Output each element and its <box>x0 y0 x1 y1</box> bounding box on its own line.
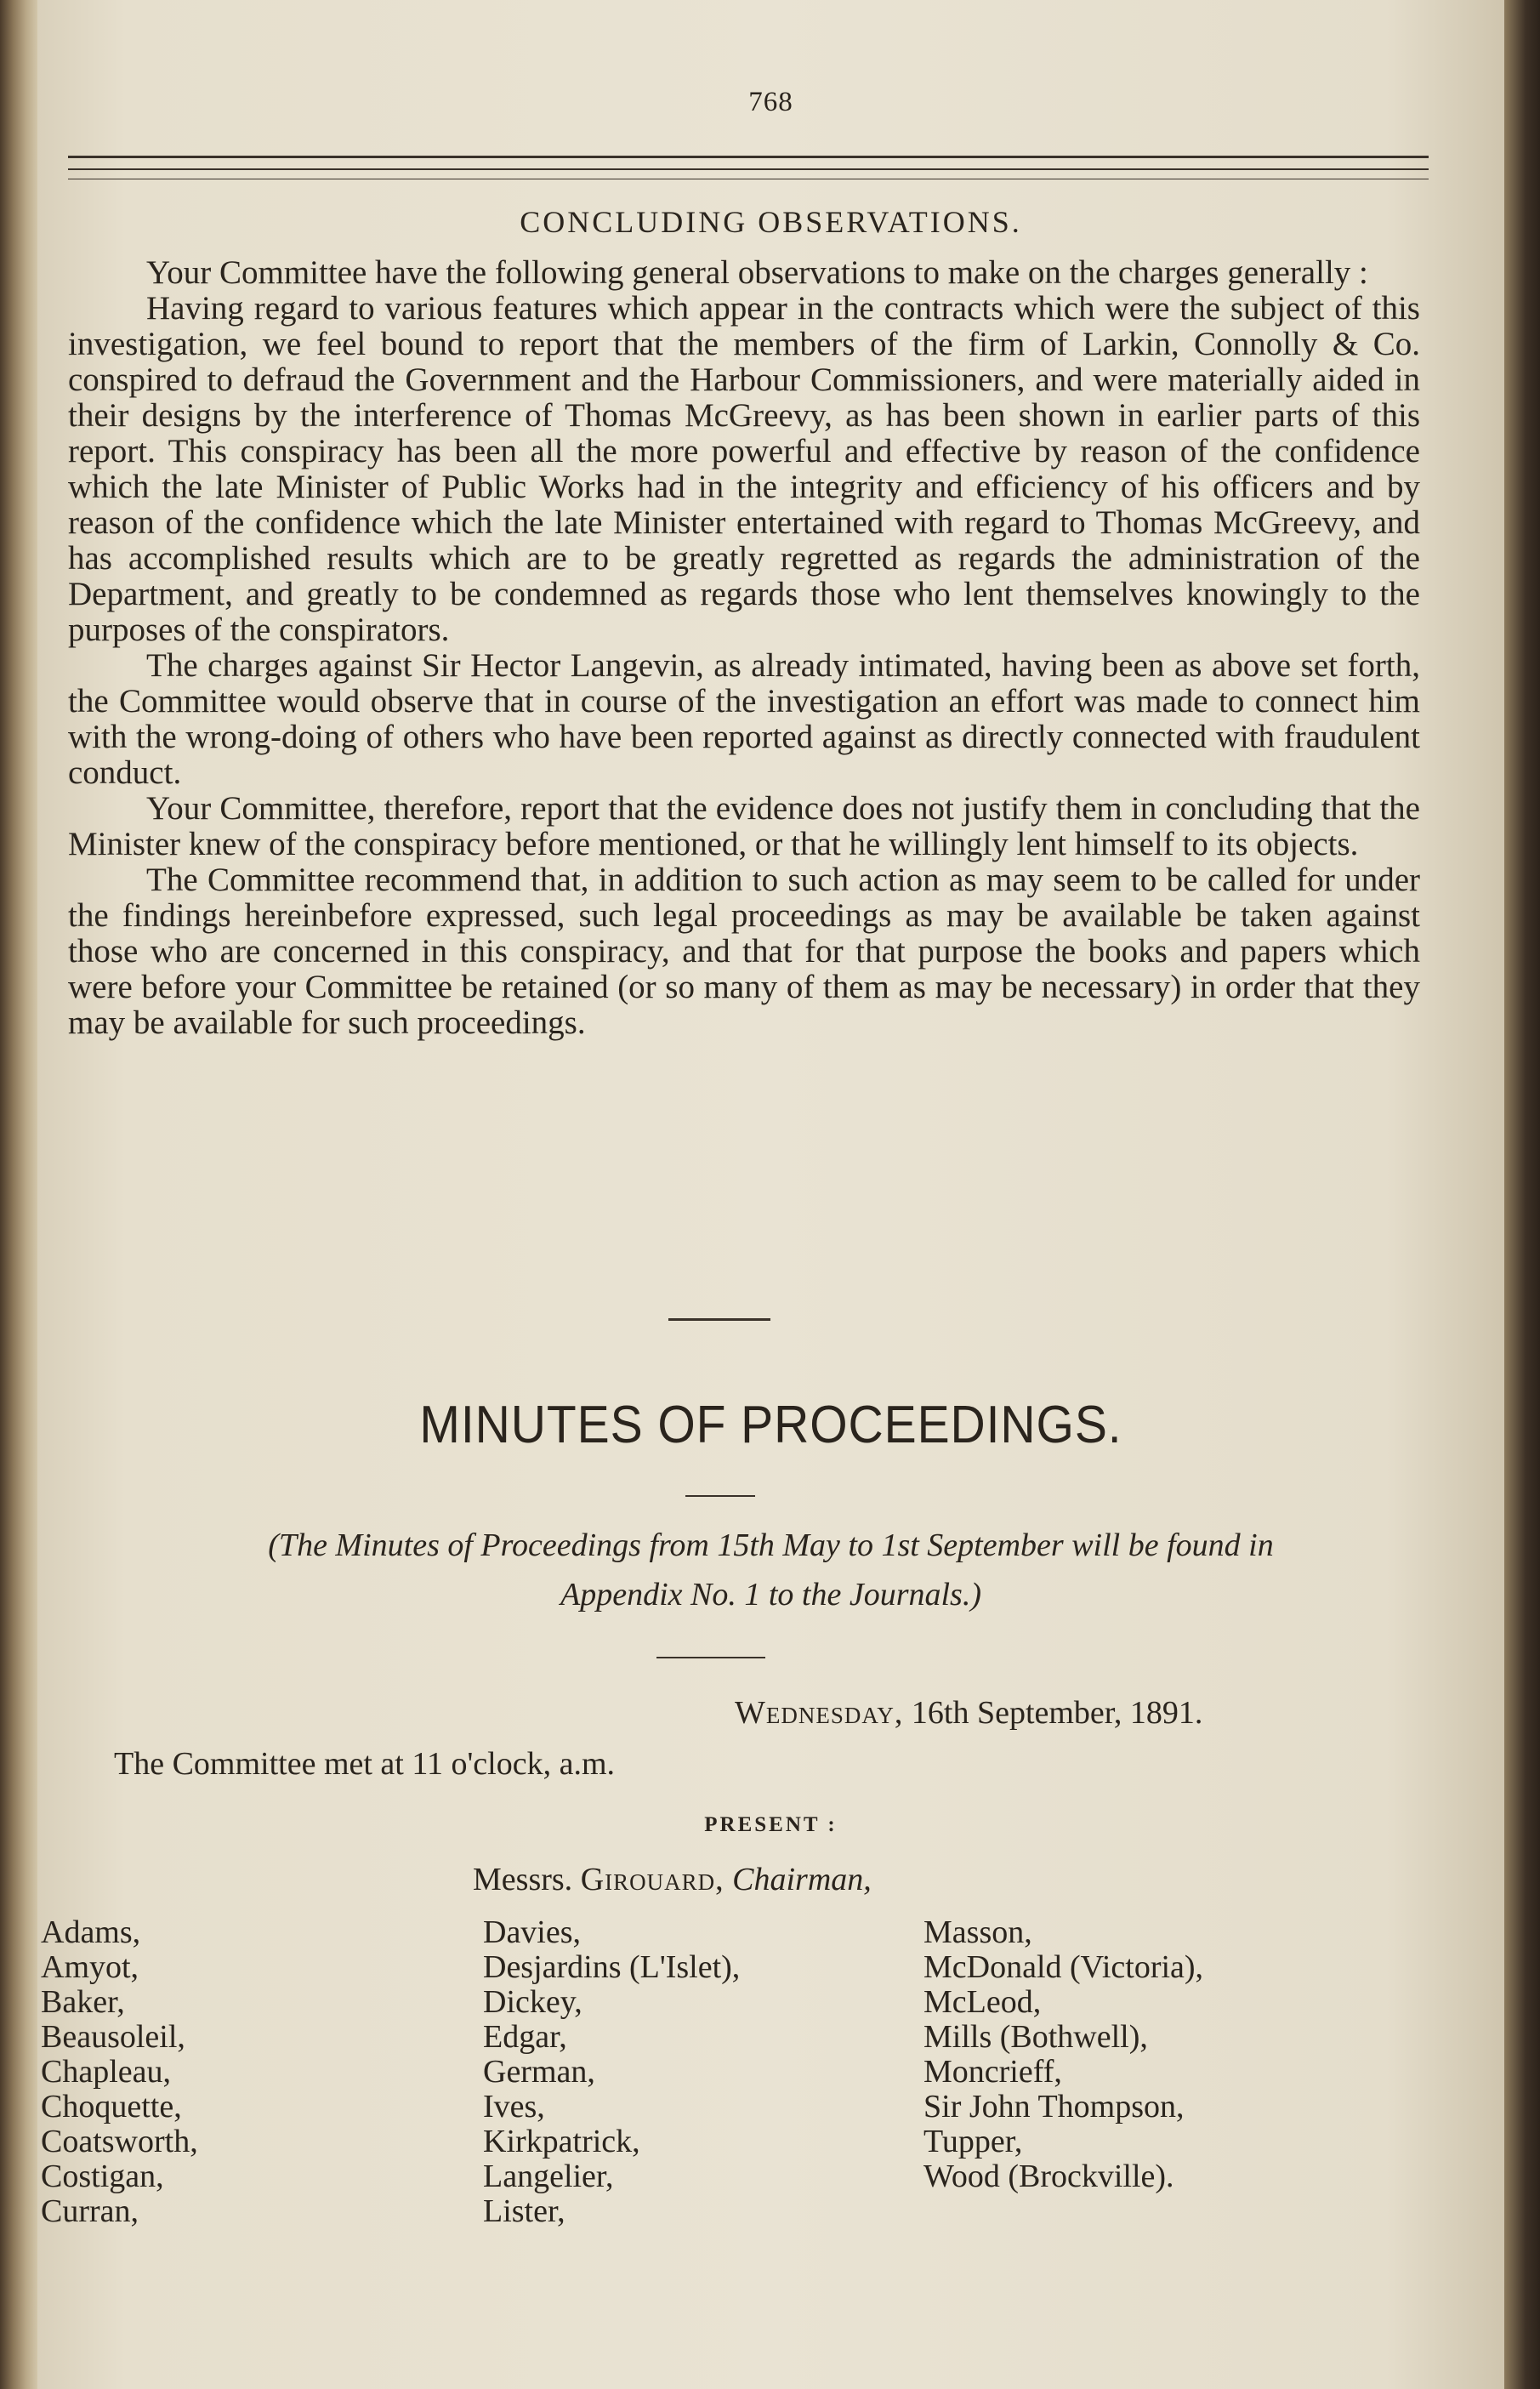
observations-body <box>68 255 1420 1041</box>
book-spine <box>0 0 37 2389</box>
member-name: Choquette, <box>41 2089 182 2125</box>
meeting-time: The Committee met at 11 o'clock, a.m. <box>114 1746 615 1782</box>
member-name: Edgar, <box>483 2019 567 2055</box>
paragraph: Having regard to various features which appear in the contracts which were the subject of this investigation, we feel bound to report that the members of the firm of Larkin, Connolly & Co. conspired to defraud the Government and the Harbour Commissioners, and were materially aided in their designs by the interference of Thomas McGreevy, as has been shown in earlier parts of this report. This conspiracy has been all the more powerful and effective by reason of the confidence which the late Minister of Public Works had in the integrity and efficiency of his officers and by reason of the confidence which the late Minister entertained with regard to Thomas McGreevy, and has accomplished results which are to be greatly regretted as regards the administration of the Department, and greatly to be condemned as regards those who lent themselves knowingly to the purposes of the conspirators. <box>68 290 1420 648</box>
members-column <box>41 1915 198 2229</box>
paragraph: The charges against Sir Hector Langevin, as already intimated, having been as above set forth, the Committee would observe that in course of the investigation an effort was made to connect him with the wrong-doing of others who have been reported against as directly connected with fraudulent conduct. <box>68 647 1420 791</box>
member-name: McDonald (Victoria), <box>923 1949 1204 1985</box>
member-name: McLeod, <box>923 1984 1042 2020</box>
members-column <box>923 1915 1203 2194</box>
page-number: 768 <box>748 87 793 117</box>
members-column <box>483 1915 740 2229</box>
present-label: PRESENT : <box>704 1813 838 1836</box>
member-name: Lister, <box>483 2193 565 2229</box>
section-title: CONCLUDING OBSERVATIONS. <box>520 205 1022 239</box>
title-divider <box>685 1495 755 1497</box>
member-name: German, <box>483 2054 595 2090</box>
member-name: Ives, <box>483 2089 545 2125</box>
member-name: Coatsworth, <box>41 2124 198 2159</box>
meeting-day: Wednesday, <box>735 1695 904 1731</box>
section-divider <box>668 1318 770 1321</box>
header-rule <box>68 168 1429 170</box>
member-name: Baker, <box>41 1984 125 2020</box>
member-name: Langelier, <box>483 2159 614 2194</box>
member-name: Davies, <box>483 1914 582 1950</box>
document-page <box>37 0 1504 2389</box>
paragraph: Your Committee, therefore, report that the evidence does not justify them in concluding that the Minister knew of the conspiracy before mentioned, or that he willingly lent himself to its objects. <box>68 790 1420 862</box>
member-name: Tupper, <box>923 2124 1023 2159</box>
member-name: Masson, <box>923 1914 1032 1950</box>
chair-name: Girouard, <box>580 1862 725 1897</box>
member-name: Beausoleil, <box>41 2019 185 2055</box>
member-name: Curran, <box>41 2193 139 2229</box>
member-name: Costigan, <box>41 2159 164 2194</box>
meeting-date <box>735 1694 1202 1732</box>
member-name: Amyot, <box>41 1949 139 1985</box>
paragraph: The Committee recommend that, in addition to such action as may seem to be called for under the findings hereinbefore expressed, such legal proceedings as may be available be taken against those who are concerned in this conspiracy, and that for that purpose the books and papers which were before your Committee be retained (or so many of them as may be necessary) in order that they may be available for such proceedings. <box>68 862 1420 1041</box>
minutes-title: MINUTES OF PROCEEDINGS. <box>419 1396 1122 1454</box>
page-edge-shadow <box>1504 0 1540 2389</box>
chairman-line <box>473 1861 872 1898</box>
member-name: Wood (Brockville). <box>923 2159 1174 2194</box>
note-divider <box>656 1657 765 1658</box>
member-name: Chapleau, <box>41 2054 172 2090</box>
meeting-date-text: 16th September, 1891. <box>911 1695 1203 1731</box>
minutes-note <box>37 1521 1504 1619</box>
member-name: Moncrieff, <box>923 2054 1062 2090</box>
member-name: Kirkpatrick, <box>483 2124 640 2159</box>
member-name: Sir John Thompson, <box>923 2089 1185 2125</box>
chair-prefix: Messrs. <box>473 1862 573 1897</box>
member-name: Adams, <box>41 1914 141 1950</box>
minutes-note-line: (The Minutes of Proceedings from 15th May to 1st September will be found in <box>268 1527 1274 1563</box>
paragraph: Your Committee have the following general observations to make on the charges generally : <box>146 254 1368 291</box>
minutes-note-line: Appendix No. 1 to the Journals.) <box>560 1577 981 1613</box>
member-name: Dickey, <box>483 1984 582 2020</box>
header-rule <box>68 156 1429 158</box>
member-name: Desjardins (L'Islet), <box>483 1949 741 1985</box>
member-name: Mills (Bothwell), <box>923 2019 1148 2055</box>
chair-role: Chairman, <box>732 1862 872 1897</box>
